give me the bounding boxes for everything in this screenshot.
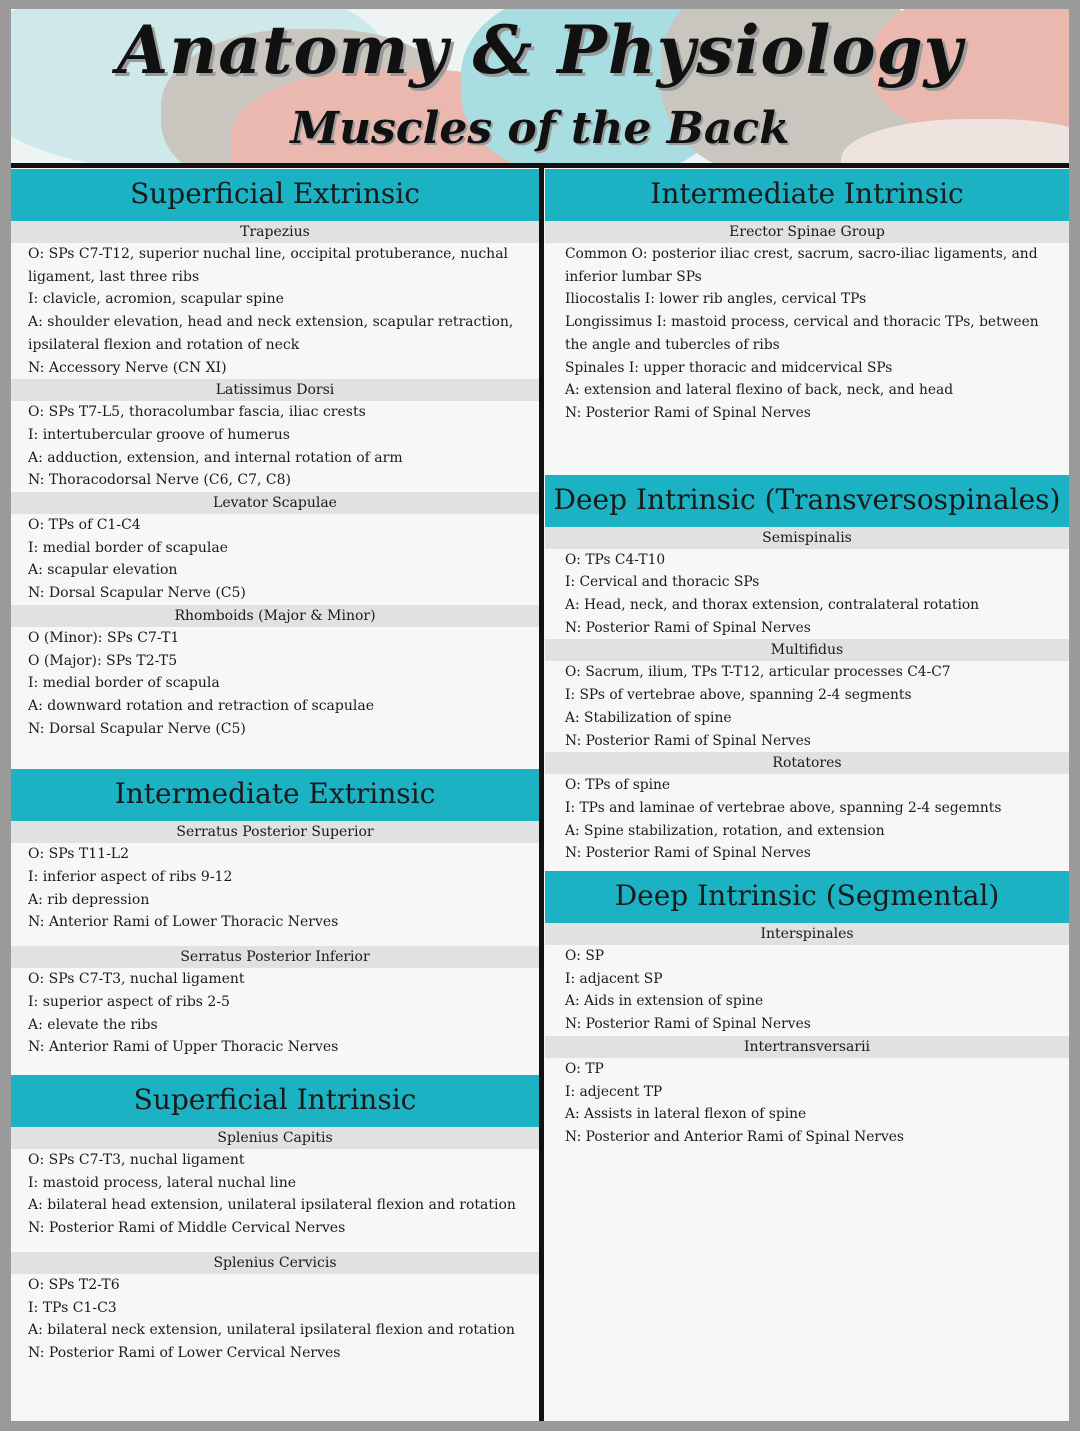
muscle-name-erector-spinae-group: Erector Spinae Group — [545, 221, 1069, 243]
muscle-name-semispinalis: Semispinalis — [545, 527, 1069, 549]
muscle-name-rotatores: Rotatores — [545, 752, 1069, 774]
muscle-name-serratus-posterior-superior: Serratus Posterior Superior — [11, 821, 539, 843]
muscle-name-latissimus-dorsi: Latissimus Dorsi — [11, 379, 539, 401]
detail-line: O: SPs T2-T6 — [28, 1276, 120, 1293]
muscle-name-interspinales: Interspinales — [545, 923, 1069, 945]
section-superficial-extrinsic — [11, 169, 539, 740]
detail-line: Spinales I: upper thoracic and midcervical SPs — [565, 359, 893, 376]
section-title: Deep Intrinsic (Transversospinales) — [545, 475, 1069, 527]
detail-line: A: elevate the ribs — [28, 1016, 158, 1033]
detail-line: A: Head, neck, and thorax extension, contralateral rotation — [565, 597, 980, 614]
detail-line: A: shoulder elevation, head and neck extension, scapular retraction, ipsilateral flexion and rotation of neck — [28, 314, 514, 353]
section-title: Intermediate Extrinsic — [11, 769, 539, 821]
detail-line: O: TPs of spine — [565, 777, 671, 794]
right-column — [545, 169, 1069, 1149]
page-title: Anatomy & Physiology — [117, 11, 963, 89]
muscle-details — [11, 1274, 539, 1365]
detail-line: A: rib depression — [28, 891, 150, 908]
detail-line: O: SPs C7-T3, nuchal ligament — [28, 1151, 245, 1168]
detail-line: N: Accessory Nerve (CN XI) — [28, 359, 227, 376]
muscle-details — [11, 1149, 539, 1252]
detail-line: N: Anterior Rami of Upper Thoracic Nerves — [28, 1039, 339, 1056]
detail-line: O (Major): SPs T2-T5 — [28, 652, 178, 669]
section-deep-intrinsic-transversospinales — [545, 475, 1069, 865]
detail-line: O: TPs C4-T10 — [565, 551, 666, 568]
muscle-name-serratus-posterior-inferior: Serratus Posterior Inferior — [11, 946, 539, 968]
muscle-name-levator-scapulae: Levator Scapulae — [11, 492, 539, 514]
detail-line: I: mastoid process, lateral nuchal line — [28, 1174, 297, 1191]
detail-line: O: TPs of C1-C4 — [28, 517, 141, 534]
section-title: Deep Intrinsic (Segmental) — [545, 871, 1069, 923]
detail-line: I: Cervical and thoracic SPs — [565, 574, 760, 591]
section-title: Superficial Intrinsic — [11, 1075, 539, 1127]
detail-line: I: clavicle, acromion, scapular spine — [28, 291, 284, 308]
detail-line: A: bilateral neck extension, unilateral ipsilateral flexion and rotation — [28, 1322, 515, 1339]
detail-line: I: superior aspect of ribs 2-5 — [28, 993, 230, 1010]
muscle-details — [11, 514, 539, 605]
muscle-name-rhomboids-major-minor: Rhomboids (Major & Minor) — [11, 605, 539, 627]
section-title: Intermediate Intrinsic — [545, 169, 1069, 221]
detail-line: N: Thoracodorsal Nerve (C6, C7, C8) — [28, 472, 292, 489]
left-column — [11, 169, 539, 1365]
page-subtitle: Muscles of the Back — [290, 103, 790, 154]
muscle-details — [545, 945, 1069, 1036]
section-intermediate-extrinsic — [11, 769, 539, 1059]
detail-line: I: TPs C1-C3 — [28, 1299, 117, 1316]
detail-line: O: SP — [565, 948, 605, 965]
muscle-name-multifidus: Multifidus — [545, 639, 1069, 661]
detail-line: O: SPs T7-L5, thoracolumbar fascia, iliac crests — [28, 404, 366, 421]
detail-line: A: Stabilization of spine — [565, 709, 732, 726]
detail-line: Longissimus I: mastoid process, cervical and thoracic TPs, between the angle and tubercles of ribs — [565, 314, 1039, 353]
detail-line: A: adduction, extension, and internal rotation of arm — [28, 449, 403, 466]
muscle-details — [545, 1058, 1069, 1149]
detail-line: A: downward rotation and retraction of scapulae — [28, 697, 374, 714]
section-intermediate-intrinsic — [545, 169, 1069, 445]
detail-line: N: Posterior Rami of Spinal Nerves — [565, 619, 811, 636]
detail-line: N: Posterior Rami of Lower Cervical Nerves — [28, 1344, 341, 1361]
muscle-details — [545, 549, 1069, 640]
detail-line: A: Assists in lateral flexon of spine — [565, 1106, 807, 1123]
header-banner — [11, 9, 1069, 166]
detail-line: I: intertubercular groove of humerus — [28, 426, 290, 443]
detail-line: Iliocostalis I: lower rib angles, cervical TPs — [565, 291, 867, 308]
detail-line: O: SPs T11-L2 — [28, 846, 130, 863]
detail-line: N: Dorsal Scapular Nerve (C5) — [28, 720, 246, 737]
column-divider — [539, 167, 544, 1421]
muscle-details — [11, 843, 539, 946]
detail-line: I: adjacent SP — [565, 970, 663, 987]
muscle-details — [11, 968, 539, 1059]
detail-line: I: adjecent TP — [565, 1083, 663, 1100]
study-sheet — [11, 9, 1069, 1421]
detail-line: O (Minor): SPs C7-T1 — [28, 629, 180, 646]
detail-line: N: Posterior Rami of Middle Cervical Nerves — [28, 1220, 346, 1237]
muscle-details — [11, 627, 539, 741]
detail-line: I: medial border of scapulae — [28, 539, 228, 556]
detail-line: A: bilateral head extension, unilateral ipsilateral flexion and rotation — [28, 1197, 516, 1214]
detail-line: A: Aids in extension of spine — [565, 993, 764, 1010]
muscle-name-trapezius: Trapezius — [11, 221, 539, 243]
muscle-details — [11, 401, 539, 492]
detail-line: N: Posterior Rami of Spinal Nerves — [565, 1016, 811, 1033]
detail-line: O: Sacrum, ilium, TPs T-T12, articular processes C4-C7 — [565, 664, 951, 681]
detail-line: N: Dorsal Scapular Nerve (C5) — [28, 585, 246, 602]
detail-line: N: Posterior Rami of Spinal Nerves — [565, 732, 811, 749]
section-title: Superficial Extrinsic — [11, 169, 539, 221]
detail-line: N: Posterior and Anterior Rami of Spinal Nerves — [565, 1128, 905, 1145]
muscle-name-splenius-capitis: Splenius Capitis — [11, 1127, 539, 1149]
section-deep-intrinsic-segmental — [545, 871, 1069, 1149]
detail-line: A: scapular elevation — [28, 562, 178, 579]
detail-line: N: Anterior Rami of Lower Thoracic Nerves — [28, 914, 339, 931]
detail-line: Common O: posterior iliac crest, sacrum, sacro-iliac ligaments, and inferior lumbar SPs — [565, 246, 1038, 285]
muscle-name-intertransversarii: Intertransversarii — [545, 1036, 1069, 1058]
detail-line: O: SPs C7-T12, superior nuchal line, occipital protuberance, nuchal ligament, last three ribs — [28, 246, 509, 285]
detail-line: I: inferior aspect of ribs 9-12 — [28, 869, 233, 886]
detail-line: I: SPs of vertebrae above, spanning 2-4 segments — [565, 687, 912, 704]
detail-line: O: TP — [565, 1060, 604, 1077]
muscle-name-splenius-cervicis: Splenius Cervicis — [11, 1252, 539, 1274]
muscle-details — [11, 243, 539, 379]
muscle-details — [545, 774, 1069, 865]
detail-line: A: extension and lateral flexino of back, neck, and head — [565, 382, 954, 399]
detail-line: O: SPs C7-T3, nuchal ligament — [28, 971, 245, 988]
detail-line: I: TPs and laminae of vertebrae above, spanning 2-4 segemnts — [565, 799, 1002, 816]
muscle-details — [545, 661, 1069, 752]
section-superficial-intrinsic — [11, 1075, 539, 1365]
detail-line: N: Posterior Rami of Spinal Nerves — [565, 404, 811, 421]
detail-line: A: Spine stabilization, rotation, and extension — [565, 822, 885, 839]
detail-line: N: Posterior Rami of Spinal Nerves — [565, 845, 811, 862]
detail-line: I: medial border of scapula — [28, 675, 220, 692]
muscle-details — [545, 243, 1069, 445]
